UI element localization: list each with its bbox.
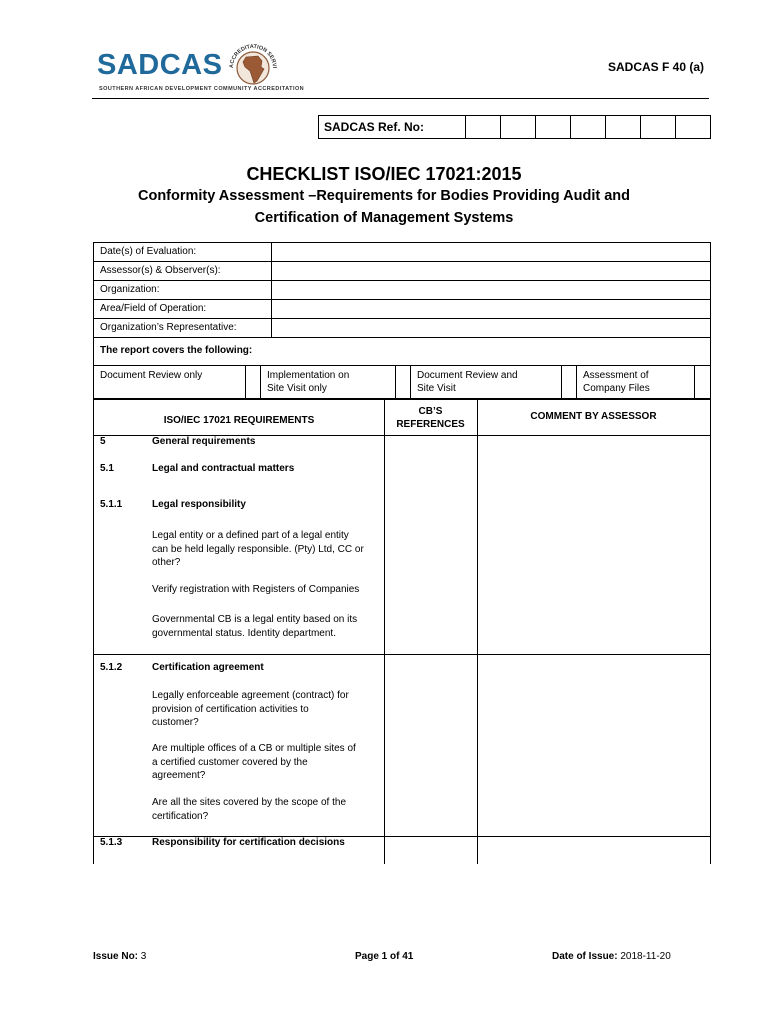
assessors-field[interactable] [272, 262, 710, 280]
clause-number: 5 [100, 436, 106, 447]
requirement-line: Are all the sites covered by the scope of the [152, 797, 346, 808]
option-label-line: Implementation on [267, 370, 350, 381]
info-row-area [94, 300, 710, 319]
info-row-organization [94, 281, 710, 300]
info-row-assessors [94, 262, 710, 281]
option-label [94, 366, 245, 399]
requirement-line: agreement? [152, 770, 206, 781]
logo-subtitle: SOUTHERN AFRICAN DEVELOPMENT COMMUNITY ACCREDITATION [99, 86, 305, 92]
references-header-line: REFERENCES [396, 419, 465, 430]
clause-heading: Responsibility for certification decisions [152, 837, 345, 848]
clause-number: 5.1.2 [100, 662, 123, 673]
ref-digit-box[interactable] [606, 116, 641, 139]
requirement-text [152, 529, 382, 570]
evaluation-dates-field[interactable] [272, 243, 710, 261]
requirement-line: Legal entity or a defined part of a legal entity [152, 530, 349, 541]
requirement-line: Governmental CB is a legal entity based on its [152, 614, 358, 625]
issue-label: Issue No: [93, 951, 139, 962]
footer-issue [93, 951, 146, 962]
ref-digit-box[interactable] [571, 116, 606, 139]
info-row-representative [94, 319, 710, 338]
info-label: Organization: [94, 281, 272, 299]
requirement-line: Legally enforceable agreement (contract) for [152, 690, 349, 701]
ref-number-table [318, 115, 711, 139]
clause-heading: General requirements [152, 436, 256, 447]
ref-digit-box[interactable] [641, 116, 676, 139]
requirement-text [152, 742, 382, 783]
option-label-line: Assessment of [583, 370, 649, 381]
option-label [261, 366, 395, 399]
document-review-only-checkbox[interactable] [245, 366, 261, 399]
clause-heading: Legal and contractual matters [152, 463, 295, 474]
area-field[interactable] [272, 300, 710, 318]
column-divider [477, 399, 478, 864]
requirement-line: Verify registration with Registers of Companies [152, 584, 360, 595]
document-review-site-visit-checkbox[interactable] [561, 366, 577, 399]
requirement-text [152, 613, 382, 640]
document-title: CHECKLIST ISO/IEC 17021:2015 [246, 164, 522, 184]
date-value: 2018-11-20 [620, 951, 671, 962]
requirements-column-header: ISO/IEC 17021 REQUIREMENTS [163, 415, 315, 426]
requirement-text [152, 796, 382, 823]
form-code: SADCAS F 40 (a) [608, 60, 705, 74]
ref-digit-box[interactable] [466, 116, 501, 139]
requirement-line: can be held legally responsible. (Pty) Ltd, CC or [152, 543, 364, 555]
option-label [411, 366, 561, 399]
footer-issue-date [552, 951, 671, 962]
evaluation-info-table [93, 242, 711, 400]
info-label: Assessor(s) & Observer(s): [94, 262, 272, 280]
requirement-text [152, 689, 382, 730]
comment-column-header: COMMENT BY ASSESSOR [530, 411, 657, 422]
clause-number: 5.1.1 [100, 499, 123, 510]
requirement-text [152, 583, 382, 597]
option-label [577, 366, 694, 399]
option-label-line: Document Review and [417, 370, 518, 381]
requirement-line: other? [152, 557, 181, 568]
references-header-line: CB’S [418, 406, 443, 417]
option-label-line: Company Files [583, 383, 650, 394]
references-column-header [384, 405, 477, 431]
document-subtitle-line-1: Conformity Assessment –Requirements for Bodies Providing Audit and [137, 188, 630, 204]
company-files-checkbox[interactable] [694, 366, 710, 399]
option-label-line: Site Visit only [267, 383, 327, 394]
clause-number: 5.1 [100, 463, 114, 474]
ref-digit-box[interactable] [501, 116, 536, 139]
column-divider [384, 399, 385, 864]
requirement-line: certification? [152, 810, 209, 822]
ref-digit-box[interactable] [676, 116, 711, 139]
info-row-evaluation-dates [94, 243, 710, 262]
clause-heading: Certification agreement [152, 662, 264, 673]
africa-seal-icon [224, 43, 282, 93]
requirement-line: Are multiple offices of a CB or multiple sites of [152, 743, 356, 754]
clause-number: 5.1.3 [100, 837, 123, 848]
option-label-line: Document Review only [100, 370, 203, 381]
report-covers-label: The report covers the following: [94, 338, 710, 366]
organization-field[interactable] [272, 281, 710, 299]
footer-page-number: Page 1 of 41 [355, 951, 414, 962]
issue-value: 3 [140, 951, 147, 962]
logo-text: SADCAS [97, 49, 223, 81]
row-divider [94, 654, 710, 655]
representative-field[interactable] [272, 319, 710, 337]
report-scope-options [94, 366, 710, 399]
requirements-table [93, 398, 711, 864]
document-subtitle-line-2: Certification of Management Systems [254, 210, 514, 226]
seal-text: ACCREDITATION SERVI [228, 43, 278, 69]
requirement-line: governmental status. Identity department. [152, 627, 336, 639]
info-label: Area/Field of Operation: [94, 300, 272, 318]
info-label: Date(s) of Evaluation: [94, 243, 272, 261]
requirement-line: a certified customer covered by the [152, 756, 308, 768]
implementation-site-visit-checkbox[interactable] [395, 366, 411, 399]
ref-digit-box[interactable] [536, 116, 571, 139]
ref-number-label: SADCAS Ref. No: [319, 116, 466, 139]
option-label-line: Site Visit [417, 383, 456, 394]
date-label: Date of Issue: [552, 951, 618, 962]
clause-heading: Legal responsibility [152, 499, 246, 510]
info-label: Organization’s Representative: [94, 319, 272, 337]
header-divider [92, 98, 709, 99]
requirement-line: provision of certification activities to [152, 703, 309, 715]
requirement-line: customer? [152, 717, 199, 728]
